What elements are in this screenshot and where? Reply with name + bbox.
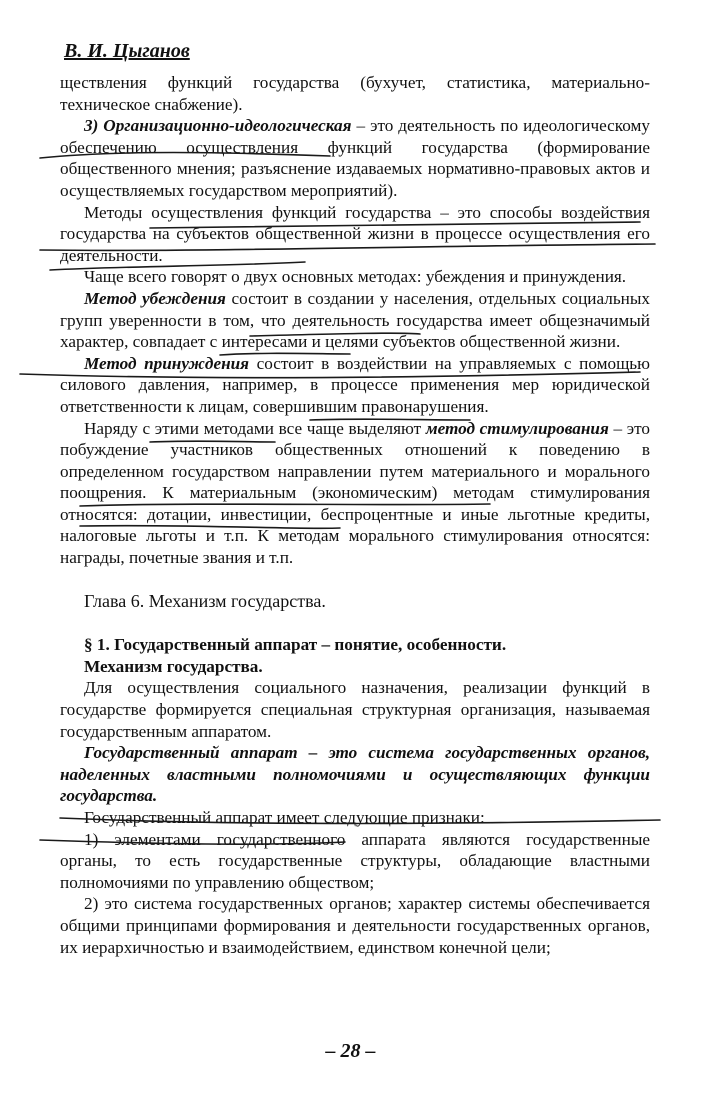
term-coercion-method: Метод принуждения [84,353,250,373]
paragraph-persuasion-method: Метод убеждения состоит в создании у населения, отдельных социальных групп уверенности в том, что деятельность государства имеет общезначимый характер, совпадает с интересами и целями субъектов общественной жизни. [60,288,650,352]
paragraph-stimulation-method: Наряду с этими методами все чаще выделяют метод стимулирования – это побуждение участников общественных отношений к поведению в определенном государством направлении путем материального и морального поощрения. К материальным (экономическим) методам стимулирования относятся: дотации, инвестиции, беспроцентные и иные льготные кредиты, налоговые льготы и т.п. К методам морального стимулирования относятся: награды, почетные звания и т.п. [60,418,651,568]
paragraph-methods-definition: Методы осуществления функций государства – это способы воздействия государства на субъектов общественной жизни в процессе осуществления его деятельности. [60,202,650,265]
section-title-line2: Механизм государства. [84,656,263,676]
chapter-title: Глава 6. Механизм государства. [84,590,326,611]
term-persuasion-method: Метод убеждения [84,288,226,308]
paragraph-features-intro: Государственный аппарат имеет следующие признаки: [84,808,485,827]
running-header-author: В. И. Цыганов [64,40,190,62]
paragraph-state-apparatus-intro: Для осуществления социального назначения, реализации функций в государстве формируется специальная структурная организация, называемая государственным аппаратом. [60,678,650,741]
list-item-feature-2: 2) это система государственных органов; характер системы обеспечивается общими принципами формирования и деятельности государственных органов, их иерархичностью и взаимодействием, единством конечной цели; [60,894,650,957]
section-title-line1: § 1. Государственный аппарат – понятие, особенности. [84,635,507,655]
paragraph-organizational-function: 3) Организационно-идеологическая – это деятельность по идеологическому обеспечению осуществления функций государства (формирование общественного мнения; разъяснение издаваемых нормативно-правовых актов и осуществляемых государством мероприятий). [60,116,650,200]
page-body [60,72,650,958]
paragraph-coercion-method: Метод принуждения состоит в воздействии на управляемых с помощью силового давления, например, в процессе применения мер юридической ответственности к лицам, совершившим правонарушения. [60,353,650,416]
term-stimulation-method: метод стимулирования [425,418,609,438]
term-organizational-ideological: 3) Организационно-идеологическая [84,116,352,136]
paragraph-two-methods: Чаще всего говорят о двух основных методах: убеждения и принуждения. [84,267,627,287]
page-number: – 28 – [325,1040,376,1062]
paragraph-state-apparatus-definition: Государственный аппарат – это система государственных органов, наделенных властными полномочиями и осуществляющих функции государства. [60,743,650,806]
paragraph-continuation: ществления функций государства (бухучет, статистика, материально-техническое снабжение). [60,73,650,114]
list-item-feature-1: 1) элементами государственного аппарата являются государственные органы, то есть государственные структуры, обладающие властными полномочиями по управлению обществом; [60,829,650,892]
